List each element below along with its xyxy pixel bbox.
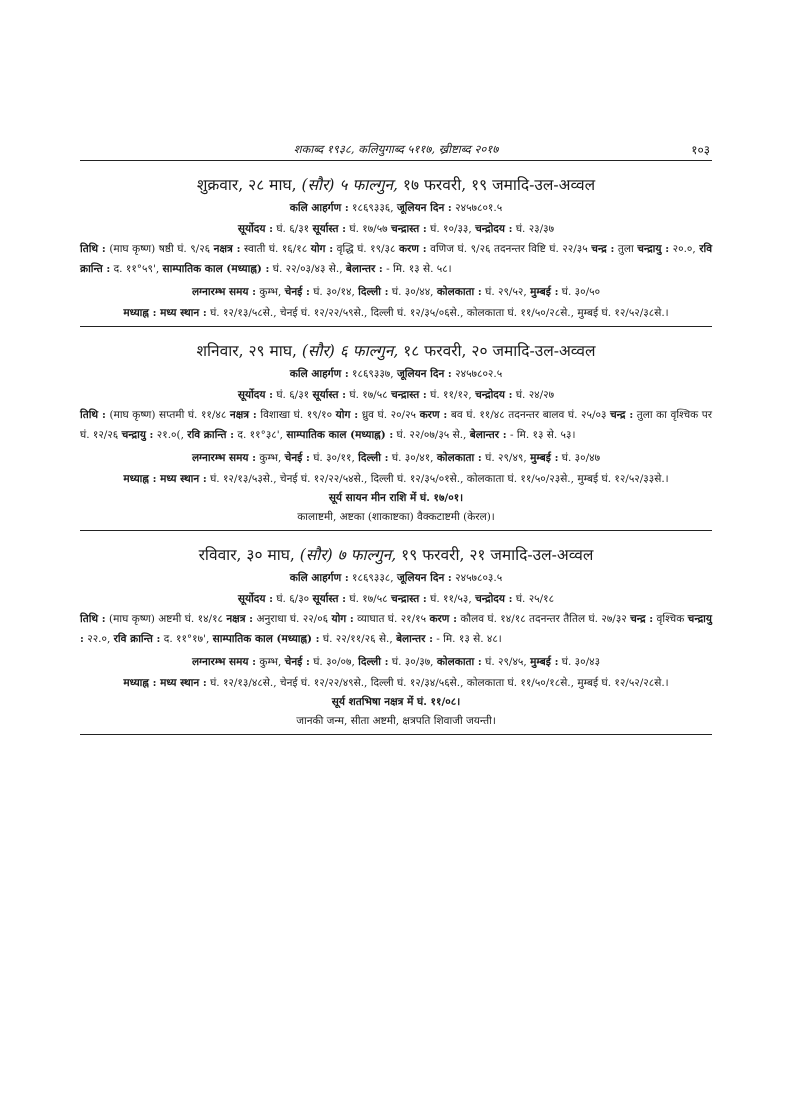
madhyahna-label: मध्याह्न : मध्य स्थान : xyxy=(123,677,207,689)
running-title: शकाब्द १९३८, कलियुगाब्द ५११७, ख्रीष्टाब्द २०१७ xyxy=(293,142,499,156)
sun-moon-line xyxy=(80,388,712,403)
kolkata-label: कोलकाता : xyxy=(436,452,482,464)
madhyahna-text: घं. १२/१३/५८से., चेनई घं. १२/२२/५९से., दिल्ली घं. १२/३५/०६से., कोलकाता घं. ११/५०/२८से., मुम्बई घं. १२/५२/३८से.। xyxy=(210,307,669,319)
delhi-lagna: घं. ३०/४४, xyxy=(391,286,434,298)
moonrise-label: चन्द्रोदय : xyxy=(475,223,513,235)
sunrise-label: सूर्योदय : xyxy=(237,389,273,401)
lagna-label: लग्नारम्भ समय : xyxy=(191,452,257,464)
kranti-text: द. ११°१७', xyxy=(163,633,210,645)
day-title-saur: (सौर) ७ फाल्गुन, xyxy=(299,546,397,564)
day-title-date: शनिवार, २९ माघ, xyxy=(196,342,297,360)
kolkata-lagna: घं. २९/४९, xyxy=(485,452,527,464)
kranti-label: रवि क्रान्ति : xyxy=(80,243,713,275)
tithi-label: तिथि : xyxy=(80,243,106,255)
kali-label: कलि आहर्गण : xyxy=(289,368,349,380)
moonrise-label: चन्द्रोदय : xyxy=(475,389,513,401)
nakshatra-label: नक्षत्र : xyxy=(213,243,241,255)
sampatik-text: घं. २२/०७/३५ से., xyxy=(396,429,467,441)
karana-label: करण : xyxy=(429,613,457,625)
kolkata-label: कोलकाता : xyxy=(436,656,482,668)
kranti-text: द. ११°३८', xyxy=(237,429,283,441)
moonset-value: घं. ११/१२, xyxy=(430,389,472,401)
yoga-label: योग : xyxy=(331,613,354,625)
madhyahna-label: मध्याह्न : मध्य स्थान : xyxy=(123,473,207,485)
moonset-value: घं. १०/३३, xyxy=(430,223,472,235)
moonrise-value: घं. २५/१८ xyxy=(515,593,555,605)
madhyahna-line xyxy=(80,472,712,487)
day-notes xyxy=(80,491,712,525)
sunset-label: सूर्यास्त : xyxy=(312,389,347,401)
yoga-text: ध्रुव घं. २०/२५ xyxy=(361,409,417,421)
lagna-text: कुम्भ, xyxy=(259,452,282,464)
belantar-text: - मि. १३ से. ५३। xyxy=(509,429,576,441)
belantar-text: - मि. १३ से. ५८। xyxy=(386,263,452,275)
sampatik-label: साम्पातिक काल (मध्याह्न) : xyxy=(212,633,320,645)
lagna-label: लग्नारम्भ समय : xyxy=(191,656,257,668)
tithi-text: (माघ कृष्ण) अष्टमी घं. १४/१८ xyxy=(109,613,223,625)
kolkata-lagna: घं. २९/५२, xyxy=(485,286,527,298)
yoga-text: व्याघात घं. २१/१५ xyxy=(357,613,427,625)
page-number: १०३ xyxy=(691,143,710,157)
chandra-label: चन्द्र : xyxy=(591,243,615,255)
sunset-value: घं. १७/५७ xyxy=(349,223,388,235)
kolkata-label: कोलकाता : xyxy=(436,286,482,298)
moonrise-value: घं. २४/२७ xyxy=(515,389,555,401)
sun-transit-text: सूर्य सायन मीन राशि में घं. १७/०१। xyxy=(328,492,464,504)
festival-note: कालाष्टमी, अष्टका (शाकाष्टका) वैक्कटाष्टमी (केरल)। xyxy=(297,511,495,523)
kali-julian-line xyxy=(80,571,712,586)
chandrayu-label: चन्द्रायु : xyxy=(121,429,154,441)
moonset-label: चन्द्रास्त : xyxy=(390,593,427,605)
lagna-text: कुम्भ, xyxy=(259,286,282,298)
chandra-text: तुला का वृश्चिक पर घं. १२/२६ xyxy=(80,409,713,441)
madhyahna-line xyxy=(80,306,712,321)
tithi-text: (माघ कृष्ण) सप्तमी घं. ११/४८ xyxy=(109,409,227,421)
mumbai-lagna: घं. ३०/४३ xyxy=(561,656,601,668)
sun-transit-note xyxy=(80,695,712,710)
julian-label: जूलियन दिन : xyxy=(396,202,452,214)
madhyahna-text: घं. १२/१३/५३से., चेनई घं. १२/२२/५४से., दिल्ली घं. १२/३५/०१से., कोलकाता घं. ११/५०/२३से., मुम्बई घं. १२/५२/३३से.। xyxy=(210,473,669,485)
tithi-text: (माघ कृष्ण) षष्ठी घं. ९/२६ xyxy=(109,243,211,255)
chennai-label: चेनई : xyxy=(284,656,310,668)
kali-julian-line xyxy=(80,367,712,382)
yoga-label: योग : xyxy=(310,243,334,255)
chandrayu-text: २१.०(, xyxy=(156,429,184,441)
chandra-label: चन्द्र : xyxy=(630,613,654,625)
julian-label: जूलियन दिन : xyxy=(396,368,452,380)
moonrise-value: घं. २३/३७ xyxy=(515,223,555,235)
karana-label: करण : xyxy=(398,243,427,255)
day-title-date: शुक्रवार, २८ माघ, xyxy=(196,176,297,194)
delhi-lagna: घं. ३०/४१, xyxy=(391,452,434,464)
karana-text: वणिज घं. ९/२६ तदनन्तर विष्टि घं. २२/३५ xyxy=(430,243,588,255)
day-title-saur: (सौर) ६ फाल्गुन, xyxy=(301,342,399,360)
belantar-label: बेलान्तर : xyxy=(469,429,507,441)
kali-value: १८६९३३६, xyxy=(352,202,394,214)
nakshatra-text: विशाखा घं. १९/१० xyxy=(260,409,333,421)
sampatik-label: साम्पातिक काल (मध्याह्न) : xyxy=(162,263,270,275)
running-header xyxy=(80,138,712,161)
chandra-text: वृश्चिक xyxy=(656,613,685,625)
nakshatra-text: अनुराधा घं. २२/०६ xyxy=(256,613,329,625)
sun-transit-note xyxy=(80,491,712,506)
sunrise-label: सूर्योदय : xyxy=(237,223,273,235)
tithi-label: तिथि : xyxy=(80,613,106,625)
sampatik-label: साम्पातिक काल (मध्याह्न) : xyxy=(286,429,394,441)
chennai-lagna: घं. ३०/११, xyxy=(313,452,355,464)
lagna-label: लग्नारम्भ समय : xyxy=(191,286,257,298)
lagna-line xyxy=(80,285,712,300)
sunset-label: सूर्यास्त : xyxy=(312,593,347,605)
festival-note: जानकी जन्म, सीता अष्टमी, क्षत्रपति शिवाजी जयन्ती। xyxy=(296,715,496,727)
sunrise-value: घं. ६/३१ xyxy=(276,223,310,235)
madhyahna-line xyxy=(80,676,712,691)
day-notes xyxy=(80,695,712,729)
day-title-gregorian: १९ फरवरी, २१ जमादि-उल-अव्वल xyxy=(401,546,594,564)
belantar-label: बेलान्तर : xyxy=(396,633,433,645)
sunrise-value: घं. ६/३१ xyxy=(276,389,310,401)
day-block-saturday xyxy=(80,341,712,531)
tithi-label: तिथि : xyxy=(80,409,106,421)
nakshatra-label: नक्षत्र : xyxy=(226,613,254,625)
sampatik-text: घं. २२/०३/४३ से., xyxy=(272,263,343,275)
day-block-sunday xyxy=(80,545,712,735)
kali-label: कलि आहर्गण : xyxy=(289,572,349,584)
mumbai-label: मुम्बई : xyxy=(530,452,559,464)
mumbai-label: मुम्बई : xyxy=(530,656,559,668)
chennai-label: चेनई : xyxy=(284,452,310,464)
delhi-lagna: घं. ३०/३७, xyxy=(391,656,434,668)
sun-transit-text: सूर्य शतभिषा नक्षत्र में घं. ११/०८। xyxy=(331,696,461,708)
kranti-label: रवि क्रान्ति : xyxy=(113,633,161,645)
sunset-value: घं. १७/५८ xyxy=(349,389,388,401)
delhi-label: दिल्ली : xyxy=(358,452,389,464)
delhi-label: दिल्ली : xyxy=(358,286,389,298)
karana-text: कौलव घं. १४/१८ तदनन्तर तैतिल घं. २७/३२ xyxy=(460,613,627,625)
moonrise-label: चन्द्रोदय : xyxy=(475,593,513,605)
julian-value: २४५७८०१.५ xyxy=(455,202,503,214)
chandrayu-text: २०.०, xyxy=(672,243,696,255)
mumbai-lagna: घं. ३०/५० xyxy=(561,286,601,298)
sun-moon-line xyxy=(80,592,712,607)
mumbai-label: मुम्बई : xyxy=(530,286,559,298)
sunrise-label: सूर्योदय : xyxy=(237,593,273,605)
sun-moon-line xyxy=(80,222,712,237)
yoga-text: वृद्धि घं. १९/३८ xyxy=(336,243,396,255)
moonset-label: चन्द्रास्त : xyxy=(390,389,427,401)
chandrayu-text: २२.०, xyxy=(87,633,111,645)
belantar-text: - मि. १३ से. ४८। xyxy=(436,633,502,645)
lagna-line xyxy=(80,451,712,466)
madhyahna-text: घं. १२/१३/४८से., चेनई घं. १२/२२/४९से., दिल्ली घं. १२/३४/५६से., कोलकाता घं. ११/५०/१८से., मुम्बई घं. १२/५२/२८से.। xyxy=(210,677,669,689)
day-title-date: रविवार, ३० माघ, xyxy=(198,546,295,564)
kali-label: कलि आहर्गण : xyxy=(289,202,349,214)
panchang-paragraph xyxy=(80,239,712,279)
day-title-saur: (सौर) ५ फाल्गुन, xyxy=(301,176,398,194)
lagna-text: कुम्भ, xyxy=(259,656,282,668)
day-title xyxy=(80,341,712,361)
panchang-paragraph xyxy=(80,609,712,649)
day-title-gregorian: १८ फरवरी, २० जमादि-उल-अव्वल xyxy=(403,342,596,360)
chandra-label: चन्द्र : xyxy=(609,409,634,421)
kali-value: १८६९३३७, xyxy=(352,368,394,380)
kranti-label: रवि क्रान्ति : xyxy=(187,429,235,441)
chennai-label: चेनई : xyxy=(284,286,310,298)
kali-julian-line xyxy=(80,201,712,216)
lagna-line xyxy=(80,655,712,670)
chennai-lagna: घं. ३०/१४, xyxy=(313,286,355,298)
yoga-label: योग : xyxy=(335,409,359,421)
delhi-label: दिल्ली : xyxy=(358,656,389,668)
day-title-gregorian: १७ फरवरी, १९ जमादि-उल-अव्वल xyxy=(402,176,596,194)
karana-text: बव घं. ११/४८ तदनन्तर बालव घं. २५/०३ xyxy=(450,409,607,421)
panchang-paragraph xyxy=(80,405,712,445)
madhyahna-label: मध्याह्न : मध्य स्थान : xyxy=(123,307,207,319)
sunrise-value: घं. ६/३० xyxy=(276,593,310,605)
day-title xyxy=(80,545,712,565)
chandrayu-label: चन्द्रायु : xyxy=(637,243,670,255)
sunset-label: सूर्यास्त : xyxy=(312,223,347,235)
chandra-text: तुला xyxy=(617,243,634,255)
nakshatra-label: नक्षत्र : xyxy=(229,409,257,421)
chennai-lagna: घं. ३०/०७, xyxy=(313,656,355,668)
moonset-label: चन्द्रास्त : xyxy=(390,223,427,235)
nakshatra-text: स्वाती घं. १६/१८ xyxy=(243,243,308,255)
mumbai-lagna: घं. ३०/४७ xyxy=(561,452,601,464)
karana-label: करण : xyxy=(419,409,448,421)
julian-value: २४५७८०३.५ xyxy=(455,572,503,584)
day-title xyxy=(80,175,712,195)
sampatik-text: घं. २२/११/२६ से., xyxy=(322,633,393,645)
sunset-value: घं. १७/५८ xyxy=(349,593,388,605)
day-block-friday xyxy=(80,175,712,327)
moonset-value: घं. ११/५३, xyxy=(430,593,472,605)
belantar-label: बेलान्तर : xyxy=(345,263,383,275)
kali-value: १८६९३३८, xyxy=(352,572,394,584)
page xyxy=(80,138,712,735)
julian-label: जूलियन दिन : xyxy=(396,572,452,584)
chandrayu-label: चन्द्रायु : xyxy=(80,613,712,645)
kranti-text: द. ११°५९', xyxy=(113,263,160,275)
julian-value: २४५७८०२.५ xyxy=(455,368,503,380)
kolkata-lagna: घं. २९/४५, xyxy=(485,656,527,668)
